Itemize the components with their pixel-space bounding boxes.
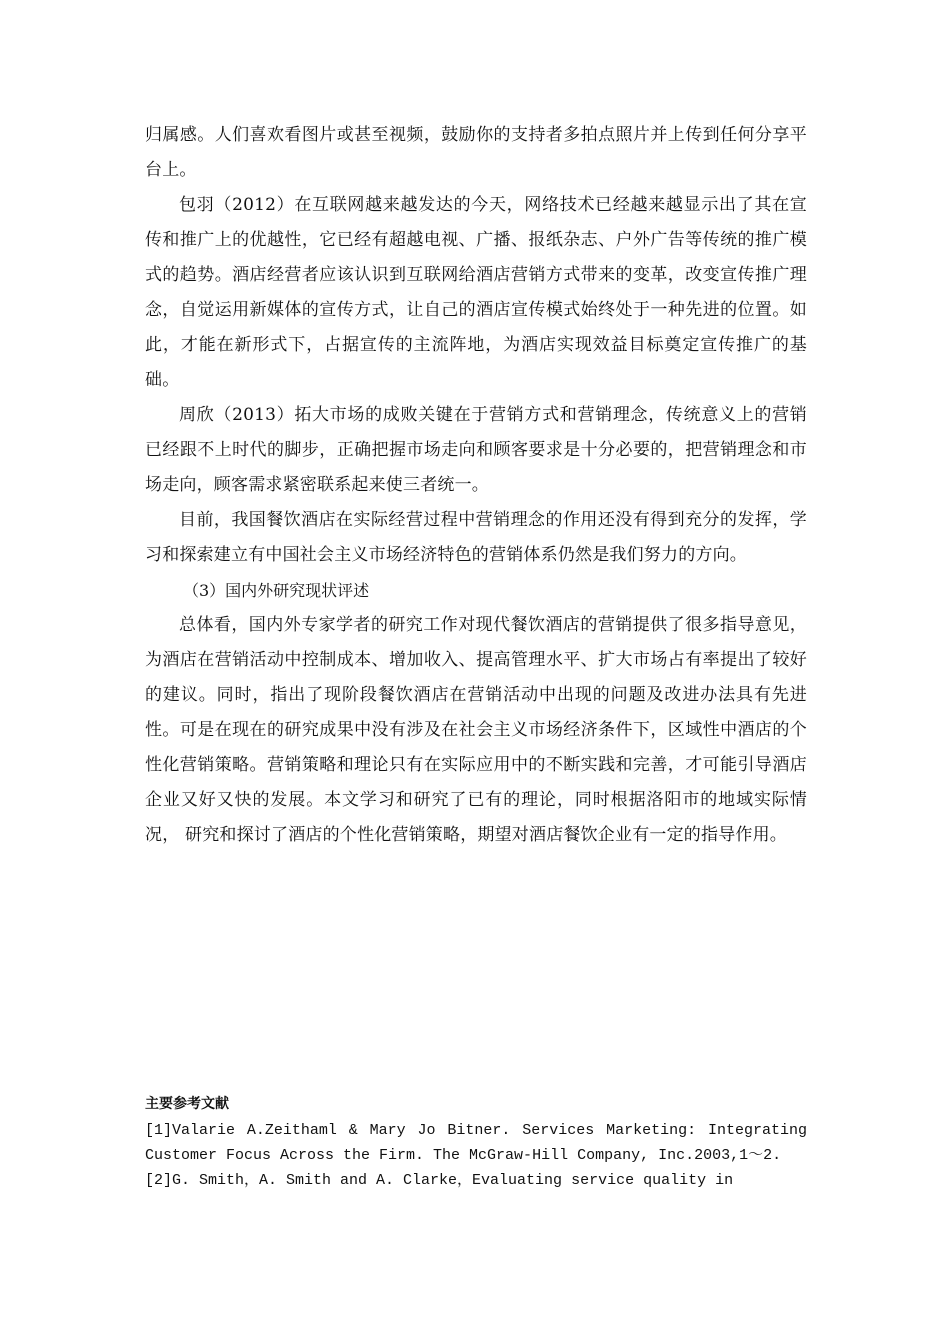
paragraph-current-status: 目前，我国餐饮酒店在实际经营过程中营销理念的作用还没有得到充分的发挥，学习和探索建立有中国社会主义市场经济特色的营销体系仍然是我们努力的方向。 [145,510,807,565]
references-title: 主要参考文献 [145,1096,229,1112]
paragraph-continuation: 归属感。人们喜欢看图片或甚至视频，鼓励你的支持者多拍点照片并上传到任何分享平台上。 [145,125,807,180]
reference-item: [2]G. Smith，A. Smith and A. Clarke，Evaluating service quality in [145,1172,734,1189]
references-section [145,1093,807,1193]
document-body [145,118,807,853]
reference-item: [1]Valarie A.Zeithaml & Mary Jo Bitner. Services Marketing: Integrating Customer Focus Across the Firm. The McGraw-Hill Company, Inc.2003,1～2. [145,1122,807,1164]
paragraph-bao-yu: 包羽（2012）在互联网越来越发达的今天，网络技术已经越来越显示出了其在宣传和推广上的优越性，它已经有超越电视、广播、报纸杂志、户外广告等传统的推广模式的趋势。酒店经营者应该认识到互联网给酒店营销方式带来的变革，改变宣传推广理念，自觉运用新媒体的宣传方式，让自己的酒店宣传模式始终处于一种先进的位置。如此，才能在新形式下，占据宣传的主流阵地，为酒店实现效益目标奠定宣传推广的基础。 [145,195,807,390]
section-heading: （3）国内外研究现状评述 [183,581,370,600]
paragraph-summary: 总体看，国内外专家学者的研究工作对现代餐饮酒店的营销提供了很多指导意见，为酒店在营销活动中控制成本、增加收入、提高管理水平、扩大市场占有率提出了较好的建议。同时，指出了现阶段餐饮酒店在营销活动中出现的问题及改进办法具有先进性。可是在现在的研究成果中没有涉及在社会主义市场经济条件下，区域性中酒店的个性化营销策略。营销策略和理论只有在实际应用中的不断实践和完善，才可能引导酒店企业又好又快的发展。本文学习和研究了已有的理论，同时根据洛阳市的地域实际情况， 研究和探讨了酒店的个性化营销策略，期望对酒店餐饮企业有一定的指导作用。 [145,615,807,845]
paragraph-zhou-xin: 周欣（2013）拓大市场的成败关键在于营销方式和营销理念，传统意义上的营销已经跟不上时代的脚步，正确把握市场走向和顾客要求是十分必要的，把营销理念和市场走向，顾客需求紧密联系起来使三者统一。 [145,405,807,495]
